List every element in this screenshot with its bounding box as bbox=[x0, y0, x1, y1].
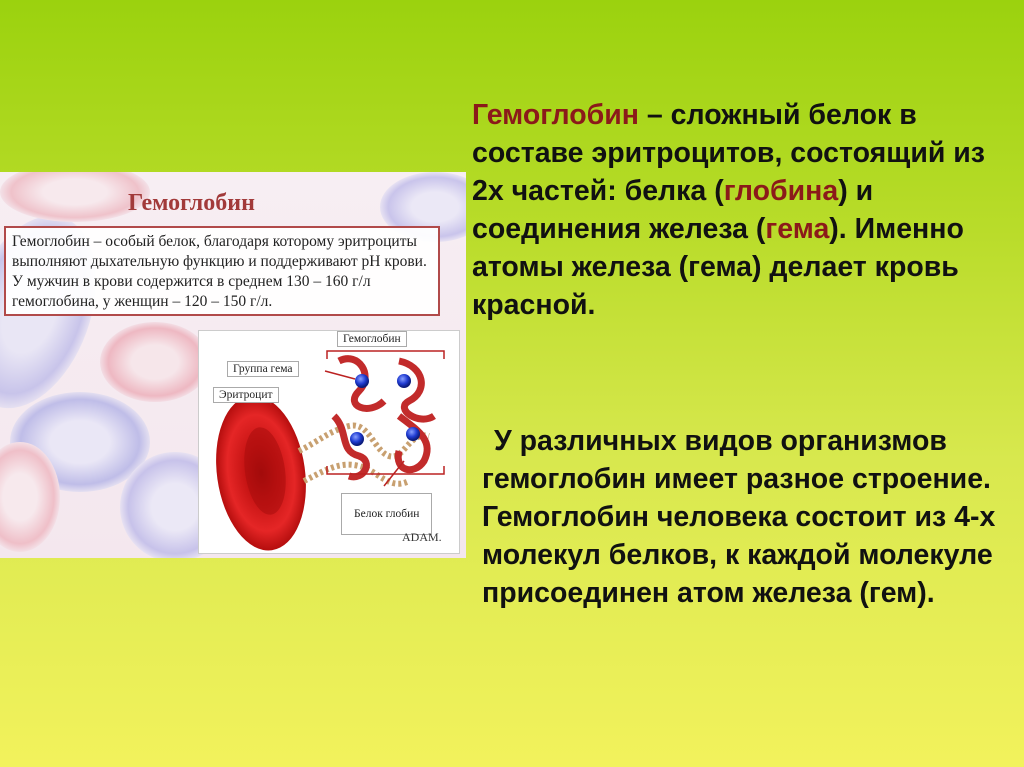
definition-text-3: ). Именно атомы железа (гема) делает кровь красной. bbox=[472, 213, 964, 321]
illustration-title: Гемоглобин bbox=[128, 190, 255, 216]
info-box bbox=[4, 226, 440, 316]
iron-atom bbox=[397, 374, 411, 388]
species-variation-text: У различных видов организмов гемоглобин имеет разное строение. Гемоглобин человека состоит из 4-х молекул белков, к каждой молекуле присоединен атом железа (гем). bbox=[482, 425, 996, 609]
term-hemoglobin: Гемоглобин bbox=[472, 99, 639, 131]
hemoglobin-definition bbox=[472, 96, 1012, 324]
hemoglobin-illustration bbox=[0, 172, 466, 558]
heme-arrow bbox=[325, 371, 355, 379]
label-globin-protein: Белок глобин bbox=[341, 493, 432, 535]
term-globin: глобина bbox=[723, 175, 839, 207]
definition-text-2: ) и соединения железа ( bbox=[472, 175, 874, 245]
bg-cell bbox=[100, 322, 210, 402]
iron-atom bbox=[406, 427, 420, 441]
iron-atom bbox=[355, 374, 369, 388]
label-heme-group: Группа гема bbox=[227, 361, 299, 377]
label-hemoglobin: Гемоглобин bbox=[337, 331, 407, 347]
diagram-panel bbox=[198, 330, 460, 554]
definition-text-1: – сложный белок в составе эритроцитов, состоящий из 2х частей: белка ( bbox=[472, 99, 985, 207]
iron-atom bbox=[350, 432, 364, 446]
globin-ribbon bbox=[399, 361, 434, 419]
label-erythrocyte: Эритроцит bbox=[213, 387, 279, 403]
adam-logo: ADAM. bbox=[402, 530, 442, 544]
term-heme: гема bbox=[765, 213, 830, 245]
info-text: Гемоглобин – особый белок, благодаря которому эритроциты выполняют дыхательную функцию и поддерживают pH крови. У мужчин в крови содержится в среднем 130 – 160 г/л гемоглобина, у женщин – 120 – 150 г/л. bbox=[12, 233, 427, 310]
